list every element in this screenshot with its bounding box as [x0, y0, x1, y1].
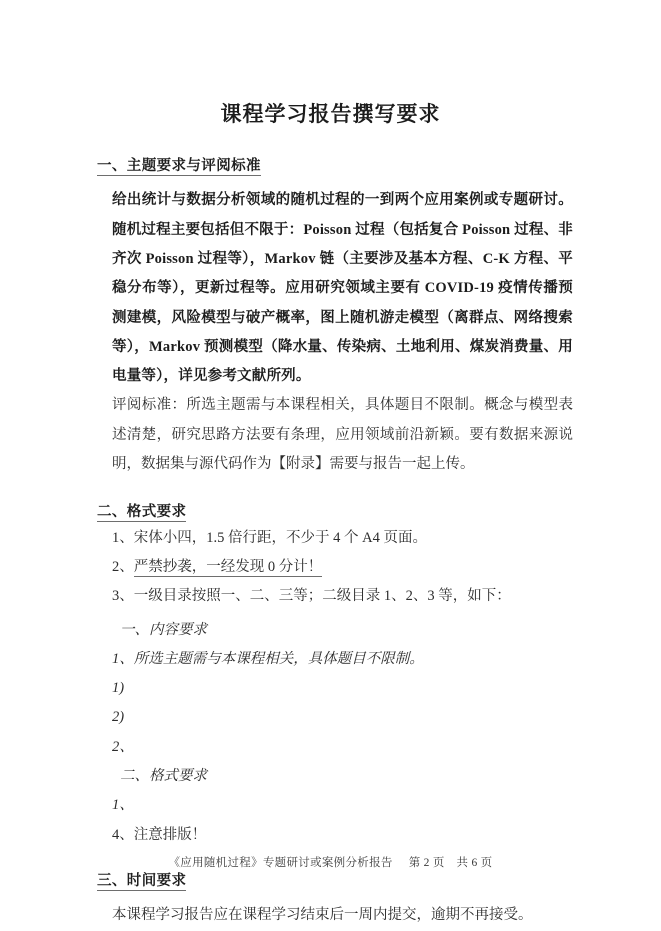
section-one-main-paragraph: 给出统计与数据分析领域的随机过程的一到两个应用案例或专题研讨。随机过程主要包括但不限于：Poisson 过程（包括复合 Poisson 过程、非齐次 Poisson 过程等），Markov 链（主要涉及基本方程、C-K 方程、平稳分布等），更新过程等。应用研究领域主要有 COVID-19 疫情传播预测建模，风险模型与破产概率，图上随机游走模型（离群点、网络搜索等），Markov 预测模型（降水量、传染病、土地利用、煤炭消费量、用电量等），详见参考文献所列。 [112, 192, 573, 385]
format-item-3 [0, 582, 661, 611]
format-item-2 [0, 553, 661, 582]
format-item-1 [0, 524, 661, 553]
sample-outline-item-4-label: 2) [112, 709, 125, 726]
format-item-1-label: 1、宋体小四，1.5 倍行距，不少于 4 个 A4 页面。 [112, 529, 427, 546]
sample-outline-item-7 [0, 791, 661, 820]
section-three-paragraph: 本课程学习报告应在课程学习结束后一周内提交，逾期不再接受。 [112, 907, 533, 924]
format-item-4-label: 4、注意排版！ [112, 826, 207, 843]
footer-pagination: 第 2 页 共 6 页 [408, 857, 493, 869]
section-heading-two [0, 501, 661, 523]
sample-outline-item-2 [0, 645, 661, 674]
sample-outline-item-5 [0, 733, 661, 762]
section-heading-one-label: 一、主题要求与评阅标准 [97, 158, 261, 174]
section-heading-three-label: 三、时间要求 [97, 872, 187, 889]
section-one-criteria-paragraph: 评阅标准：所选主题需与本课程相关，具体题目不限制。概念与模型表述清楚，研究思路方法要有条理，应用领域前沿新颖。要有数据来源说明，数据集与源代码作为【附录】需要与报告一起上传。 [112, 397, 573, 472]
sample-outline-item-7-label: 1、 [112, 797, 134, 814]
sample-outline-item-2-label: 1、所选主题需与本课程相关，具体题目不限制。 [112, 650, 424, 667]
format-item-2-prefix: 2、 [112, 559, 134, 576]
format-item-4 [0, 821, 661, 850]
sample-outline-item-1 [0, 616, 661, 645]
sample-outline-item-4 [0, 703, 661, 732]
section-heading-two-label: 二、格式要求 [97, 504, 187, 521]
sample-outline-item-5-label: 2、 [112, 738, 134, 755]
footer-course-label: 《应用随机过程》专题研讨或案例分析报告 [168, 857, 393, 869]
page-title: 课程学习报告撰写要求 [220, 102, 441, 126]
sample-outline-item-6 [0, 762, 661, 791]
section-heading-one [0, 155, 661, 177]
section-heading-three [0, 870, 661, 892]
sample-outline-item-1-label: 一、内容要求 [120, 621, 207, 638]
page-footer [0, 854, 661, 870]
format-item-2-label: 严禁抄袭，一经发现 0 分计！ [133, 559, 323, 576]
sample-outline-item-3-label: 1) [112, 680, 125, 697]
sample-outline-item-6-label: 二、格式要求 [120, 768, 207, 784]
format-item-3-label: 3、一级目录按照一、二、三等；二级目录 1、2、3 等，如下： [112, 588, 511, 605]
sample-outline-item-3 [0, 674, 661, 703]
